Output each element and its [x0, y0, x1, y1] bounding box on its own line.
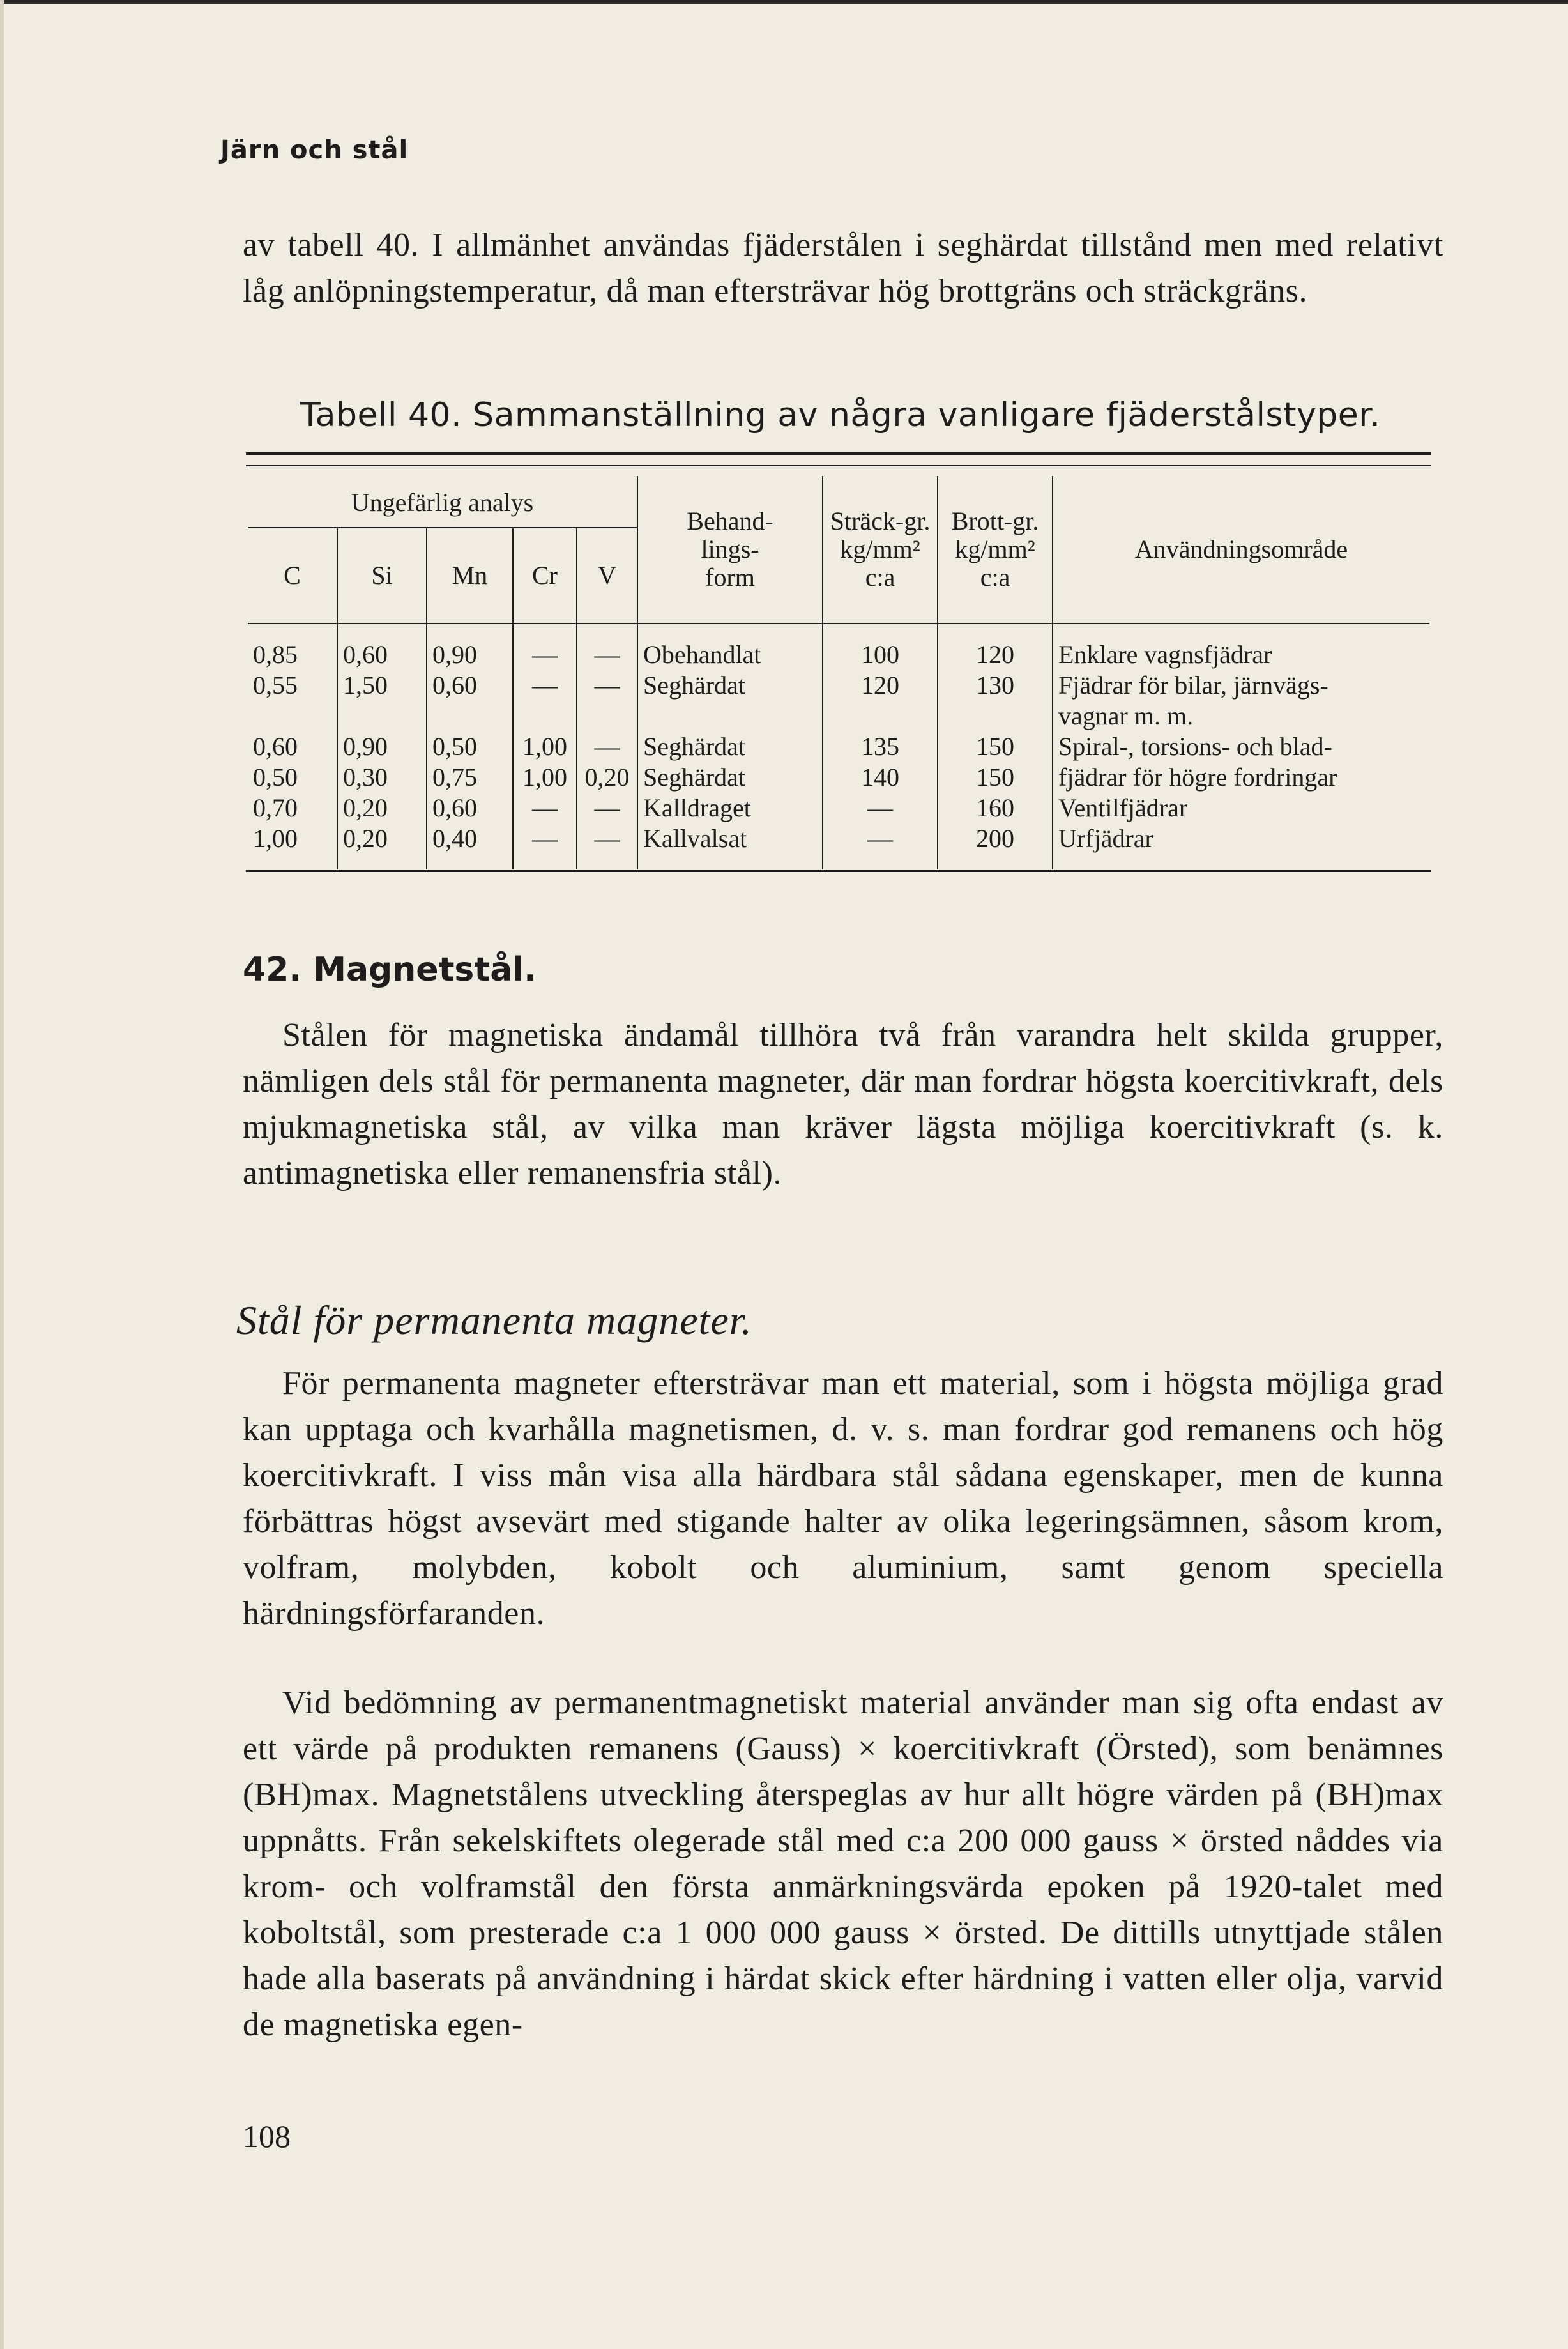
page-number: 108 [243, 2118, 291, 2154]
col-mn: Mn [427, 528, 513, 624]
col-strackgrans: Sträck-gr. kg/mm² c:a [823, 476, 938, 624]
table-row: 0,50 0,30 0,75 1,00 0,20 Seghärdat 140 150 fjädrar för högre fordringar [248, 762, 1429, 793]
col-behandlingsform: Behand-lings-form [637, 476, 823, 624]
col-si: Si [337, 528, 427, 624]
table-row: 0,70 0,20 0,60 — — Kalldraget — 160 Ventilfjädrar [248, 793, 1429, 823]
col-c: C [248, 528, 337, 624]
table-caption: Tabell 40. Sammanställning av några vanligare fjäderstålstyper. [300, 396, 1381, 434]
intro-paragraph: av tabell 40. I allmänhet användas fjäderstålen i seghärdat tillstånd men med relativt låg anlöpningstemperatur, då man eftersträvar hög brottgräns och sträckgräns. [243, 227, 1443, 309]
paragraph-bhmax: Vid bedömning av permanentmagnetiskt material använder man sig ofta endast av ett värde på produkten remanens (Gauss) × koercitivkraft (Örsted), som benämnes (BH)max. Magnetstålens utveckling återspeglas av hur allt högre värden på (BH)max uppnåtts. Från sekelskiftets olegerade stål med c:a 200 000 gauss × örsted nåddes via krom- och volframstål den första anmärkningsvärda epoken på 1920-talet med koboltstål, som presterade c:a 1 000 000 gauss × örsted. De dittills utnyttjade stålen hade alla baserats på användning i härdat skick efter härdning i vatten eller olja, varvid de magnetiska egen- [243, 1685, 1443, 2043]
table-row: 0,55 1,50 0,60 — — Seghärdat 120 130 Fjädrar för bilar, järnvägs- vagnar m. m. [248, 670, 1429, 731]
table-top-rule-thin [246, 465, 1431, 466]
spring-steel-table [248, 476, 1429, 869]
col-brottgrans: Brott-gr. kg/mm² c:a [938, 476, 1053, 624]
table-bottom-rule [246, 870, 1431, 872]
table-row: 0,85 0,60 0,90 — — Obehandlat 100 120 Enklare vagnsfjädrar [248, 624, 1429, 670]
section-paragraph: Stålen för magnetiska ändamål tillhöra två från varandra helt skilda grupper, nämligen dels stål för permanenta magneter, där man fordrar högsta koercitivkraft, dels mjukmagnetiska stål, av vilka man kräver lägsta möjliga koercitivkraft (s. k. antimagnetiska eller remanensfria stål). [243, 1017, 1443, 1191]
section-heading: 42. Magnetstål. [243, 951, 537, 989]
paragraph-permanent-magnets: För permanenta magneter eftersträvar man ett material, som i högsta möjliga grad kan upptaga och kvarhålla magnetismen, d. v. s. man fordrar god remanens och hög koercitivkraft. I viss mån visa alla härdbara stål sådana egenskaper, men de kunna förbättras högst avsevärt med stigande halter av olika legeringsämnen, såsom krom, volfram, molybden, kobolt och aluminium, samt genom speciella härdningsförfaranden. [243, 1365, 1443, 1632]
table-row: 0,60 0,90 0,50 1,00 — Seghärdat 135 150 Spiral-, torsions- och blad- [248, 731, 1429, 762]
table-top-rule [246, 452, 1431, 455]
col-cr: Cr [513, 528, 577, 624]
col-v: V [577, 528, 637, 624]
scan-left-edge [0, 0, 4, 2349]
table-row: 1,00 0,20 0,40 — — Kallvalsat — 200 Urfjädrar [248, 823, 1429, 869]
col-anvandningsomrade: Användningsområde [1053, 476, 1429, 624]
running-head: Järn och stål [220, 135, 409, 165]
group-header: Ungefärlig analys [351, 488, 534, 517]
scan-top-edge [0, 0, 1568, 4]
subheading: Stål för permanenta magneter. [236, 1297, 752, 1343]
